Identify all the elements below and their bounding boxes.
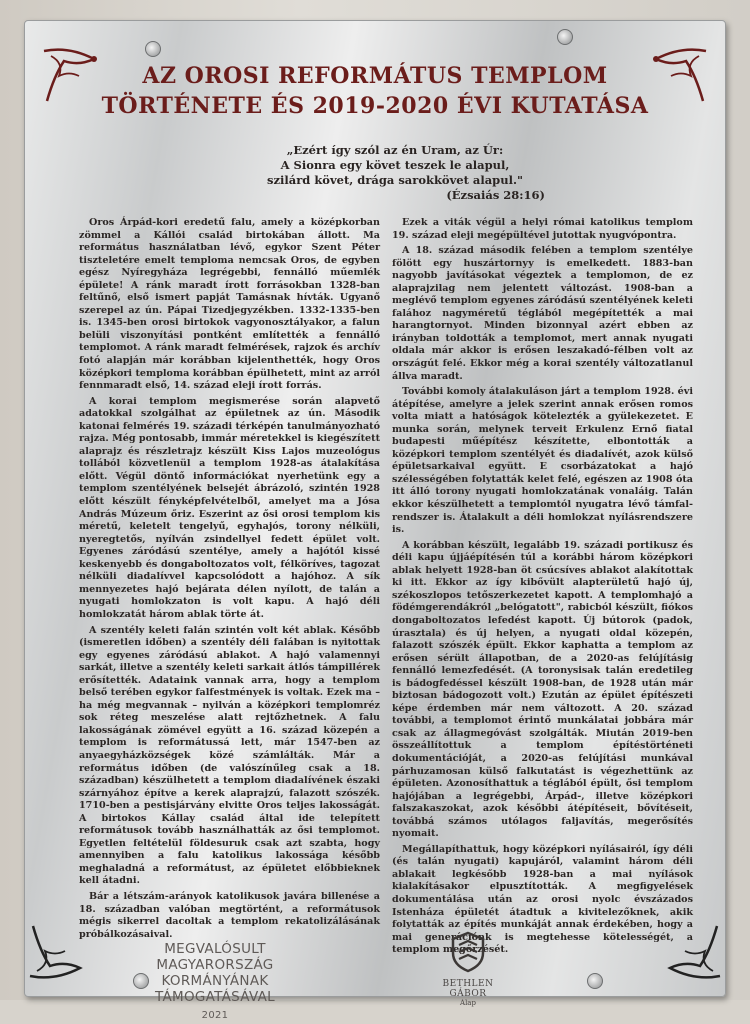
screw-top-left [145,41,161,57]
title-line-1: AZ OROSI REFORMÁTUS TEMPLOM [142,63,608,89]
paragraph: További komoly átalakuláson járt a templom 1928. évi átépítése, amelyre a jelek szerint annak erősen romos volta miatt a hatóságok kötelezték a gyülekezetet. E munka során, melynek terveit Erkulenz Ernő fiatal budapesti műépítész készítette, elbontották a középkori templom szentélyét és diadalívét, azok külső épületsarkaival együtt. E csorbázatokat a hajó szélességében folytatták kelet felé, egészen az 1908 óta itt álló torony nyugati homlokzatának vonaláig. Talán ekkor készülhetett a templomtól nyugatra lévő támfal-rendszer is. Átalakult a déli homlokzat nyílásrendszere is. [392,386,693,536]
logo-sub: Alap [460,999,476,1007]
paragraph: A korai templom megismerése során alapvető adatokkal szolgálhat az épületnek az ún. Második katonai felmérés 19. századi térképén tanulmányozható rajza. Még pontosabb, immár méretekkel is kiegészített alaprajz és részletrajz készült Kiss Lajos muzeológus tollából közvetlenül a templom 1928-as átalakítása előtt. Végül döntő információkat nyerhetünk egy a templom szentélyének belsejét ábrázoló, szintén 1928 előtt készült fényképfelvételből, amelyet ma a Jósa András Múzeum őriz. Eszerint az ősi orosi templom kis méretű, keletelt tengelyű, egyhajós, torony nélküli, nyeregtetős, nyílván zsindellyel fedett épület volt. Egyenes záródású szentélye, amely a hajótól kissé keskenyebb és dongaboltozatos volt, félköríves, tagozat nélküli diadalívvel kapcsolódott a hajóhoz. A sík mennyezetes hajó bejárata délen nyílott, de talán a nyugati homlokzaton is volt kapu. A hajó déli homlokzatát három ablak törte át. [79,395,380,620]
paragraph: Bár a létszám-arányok katolikusok javára billenése a 18. században valóban megtörtént, a reformátusok mégis sikerrel dacoltak a templom rekatolizálásának próbálkozásaival. [79,890,380,940]
funding-line-1: MEGVALÓSULT MAGYARORSZÁG [156,941,274,973]
bethlen-gabor-logo [423,931,513,1007]
quote-line-3: szilárd követ, drága sarokkövet alapul." [267,173,523,187]
text-columns [79,217,693,956]
shield-logo-icon [451,931,485,973]
screw-bottom-right [587,973,603,989]
quote-reference: (Ézsaiás 28:16) [446,188,545,202]
bible-quote [235,143,555,203]
paragraph: A szentély keleti falán szintén volt két ablak. Később (ismeretlen időben) a szentély déli falában is nyitottak egy egyenes záródású ablakot. A hajó valamennyi sarkát, illetve a szentély keleti sarkait átlós támpillérek erősítették. Adataink vannak arra, hogy a templom belső terében egykor falfestmények is voltak. Ezek ma – ha még megvannak – nyilván a középkori templomréz sok réteg meszelése alatt rejtőzhetnek. A falu lakosságának zömével együtt a 16. század közepén a templom is reformátussá lett, már 1547-ben az anyaegyházközségek közé számlálták. Már a református időben (de valószínűleg csak a 18. században) készülhetett a templom diadalívének északi szárnyához építve a kerek alaprajzú, falazott szószék. 1710-ben a pestisjárvány elvitte Oros teljes lakosságát. A birtokos Kállay család által ide telepített reformátusok tovább használhatták az ősi templomot. Egyetlen feltételül földesuruk csak azt szabta, hogy amennyiben a falu katolikus lakossága később meghaladná a reformátust, az épületet előbbieknek kell átadni. [79,624,380,887]
paragraph: Megállapíthattuk, hogy középkori nyílásairól, így déli (és talán nyugati) kapujáról, valamint három déli ablakait legkésőbb 1928-ban a mai nyílások kialakításakor elpusztították. A megfigyelések dokumentálása után az orosi nyolc évszázados Istenháza épületét átadtuk a kivitelezőknek, akik folytatták az építés munkáját annak érdekében, hogy a mai generációnk is megtehesse kötelességét, a templom megőrzését. [392,843,693,956]
metal-plaque [24,20,726,1021]
right-column [392,217,693,956]
logo-name: BETHLEN GÁBOR [442,979,494,999]
paragraph: A 18. század második felében a templom szentélye fölött egy huszártornyу is emelkedett. 1883-ban nagyobb javításokat végeztek a templomon, de ez alaprajzilag nem jelentett változást. 1908-ban a meglévő templom egyenes záródású szentélyének keleti falához nagyméretű téglából megépítették a mai harangtornyot. Minden bizonnyal azért ebben az irányban toldották a templomot, mert annak nyugati oldala már akkor is erősen leszakadó-félben volt az országút felé. Ekkor még a korai szentély változatlanul állva maradt. [392,245,693,382]
funding-credit [105,941,325,1024]
paragraph: Ezek a viták végül a helyi római katolikus templom 19. század eleji megépültével jutottak nyugvópontra. [392,217,693,241]
title-line-2: TÖRTÉNETE ÉS 2019-2020 ÉVI KUTATÁSA [101,93,649,119]
quote-line-1: „Ezért így szól az én Uram, az Úr: [286,143,504,157]
paragraph: A korábban készült, legalább 19. századi portikusz és déli kapu újjáépítésén túl a korábbi három középkori ablak helyett 1928-ban öt csúcsíves ablakot alakítottak ki itt. Ekkor az így kibővült alapterületű hajó új, székoszlopos tetőszerkezetet kapott. A templomhajó a födémgerendákról „belógatott", rabicból készült, fiókos dongaboltozatos lefedést kapott. Új bútorok (padok, úrasztala) és új helyen, a nyugati oldal közepén, falazott szószék épült. Ekkor kaphatta a templom az erősen sérült állapotban, de a 2020-as felújításig fennálló lemezfedését. (A toronysisak talán eredetileg is bádogfedéssel készült 1908-ban, de 1928 után már biztosan bádogozott volt.) Ezután az épület építészeti képe érdemben már nem változott. A 20. század további, a templomot érintő munkálatai jobbára már csak az állagmegóvást szolgálták. Miután 2019-ben összeállítottuk a templom építéstörténeti dokumentációját, a 2020-as felújítási munkával párhuzamosan külső falkutatást is végezhettünk az épületen. Azonosíthattuk a téglából épült, ősi templom hajójában a legrégebbi, Árpád-, illetve középkori falszakaszokat, azok későbbi átépítéseit, bővítéseit, továbbá számos utólagos faljavítás, megerősítés nyomait. [392,539,693,840]
funding-year: 2021 [201,1010,229,1021]
quote-line-2: A Sionra egy követ teszek le alapul, [280,158,510,172]
plaque-title [85,61,665,121]
screw-top-right [557,29,573,45]
funding-line-2: KORMÁNYÁNAK TÁMOGATÁSÁVAL [154,973,275,1005]
paragraph: Oros Árpád-kori eredetű falu, amely a középkorban zömmel a Kállói család birtokában állott. Ma református használatban lévő, egykor Szent Péter tiszteletére emelt temploma nemcsak Oros, de egyben egész Nyíregyháza legrégebbi, fennálló műemlék épülete! A ránk maradt írott forrásokban 1328-ban feltűnő, első ismert papját Tamásnak hívták. Ugyanő szerepel az ún. Pápai Tizedjegyzékben. 1332-1335-ben is. 1345-ben orosi birtokok vagyonosztályakor, a falun belüli viszonyítási pontként említették a fennálló templomot. A ránk maradt felmérések, rajzok és archív fotó alapján már korábban kijelenthették, hogy Oros középkori temploma korábban épülhetett, mint az arról fennmaradt első, 14. század eleji írott forrás. [79,217,380,392]
left-column [79,217,380,940]
